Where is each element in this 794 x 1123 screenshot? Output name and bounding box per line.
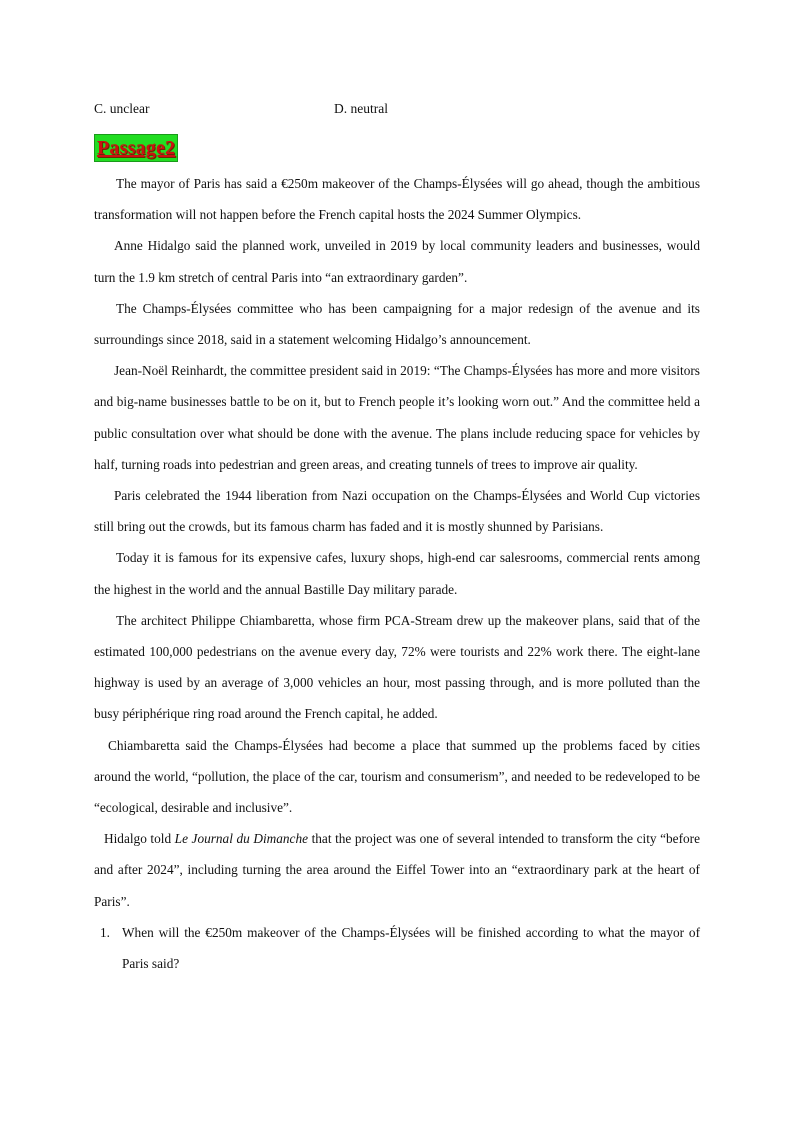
paragraph-3: The Champs-Élysées committee who has been campaigning for a major redesign of the avenue and its surroundings since 2018, said in a statement welcoming Hidalgo’s announcement.: [94, 300, 700, 348]
answer-options-row: [94, 101, 694, 121]
paragraph-7: The architect Philippe Chiambaretta, whose firm PCA-Stream drew up the makeover plans, said that of the estimated 100,000 pedestrians on the avenue every day, 72% were tourists and 22% work there. The eight-lane highway is used by an average of 3,000 vehicles an hour, most passing through, and is more polluted than the busy périphérique ring road around the French capital, he added.: [94, 612, 700, 722]
paragraph-4: Jean-Noël Reinhardt, the committee president said in 2019: “The Champs-Élysées has more and more visitors and big-name businesses battle to be on it, but to French people it’s looking worn out.” And the committee held a public consultation over what should be done with the avenue. The plans include reducing space for vehicles by half, turning roads into pedestrian and green areas, and creating tunnels of trees to improve air quality.: [94, 363, 700, 472]
question-text: When will the €250m makeover of the Champs-Élysées will be finished according to what the mayor of Paris said?: [122, 924, 700, 972]
passage-heading: Passage2: [94, 134, 178, 162]
paragraph-2: Anne Hidalgo said the planned work, unveiled in 2019 by local community leaders and businesses, would turn the 1.9 km stretch of central Paris into “an extraordinary garden”.: [94, 238, 700, 285]
passage-body: [94, 168, 700, 979]
paragraph-5: Paris celebrated the 1944 liberation from Nazi occupation on the Champs-Élysées and World Cup victories still bring out the crowds, but its famous charm has faded and it is mostly shunned by Parisians.: [94, 488, 700, 535]
option-d: D. neutral: [334, 101, 388, 116]
question-number: 1.: [100, 924, 110, 940]
paragraph-1: The mayor of Paris has said a €250m makeover of the Champs-Élysées will go ahead, though the ambitious transformation will not happen before the French capital hosts the 2024 Summer Olympics.: [94, 176, 700, 223]
paragraph-9-before: Hidalgo told: [104, 831, 175, 847]
newspaper-title: Le Journal du Dimanche: [174, 831, 308, 847]
option-c: C. unclear: [94, 101, 150, 116]
question-1: [94, 917, 700, 979]
paragraph-9-after: that the project was one of several intended to transform the city “before and after 2024”, including turning the area around the Eiffel Tower into an “extraordinary park at the heart of Paris”.: [94, 831, 700, 909]
paragraph-6: Today it is famous for its expensive cafes, luxury shops, high-end car salesrooms, commercial rents among the highest in the world and the annual Bastille Day military parade.: [94, 550, 700, 597]
paragraph-9: [94, 823, 700, 917]
paragraph-8: Chiambaretta said the Champs-Élysées had become a place that summed up the problems faced by cities around the world, “pollution, the place of the car, tourism and consumerism”, and needed to be redeveloped to be “ecological, desirable and inclusive”.: [94, 737, 700, 816]
